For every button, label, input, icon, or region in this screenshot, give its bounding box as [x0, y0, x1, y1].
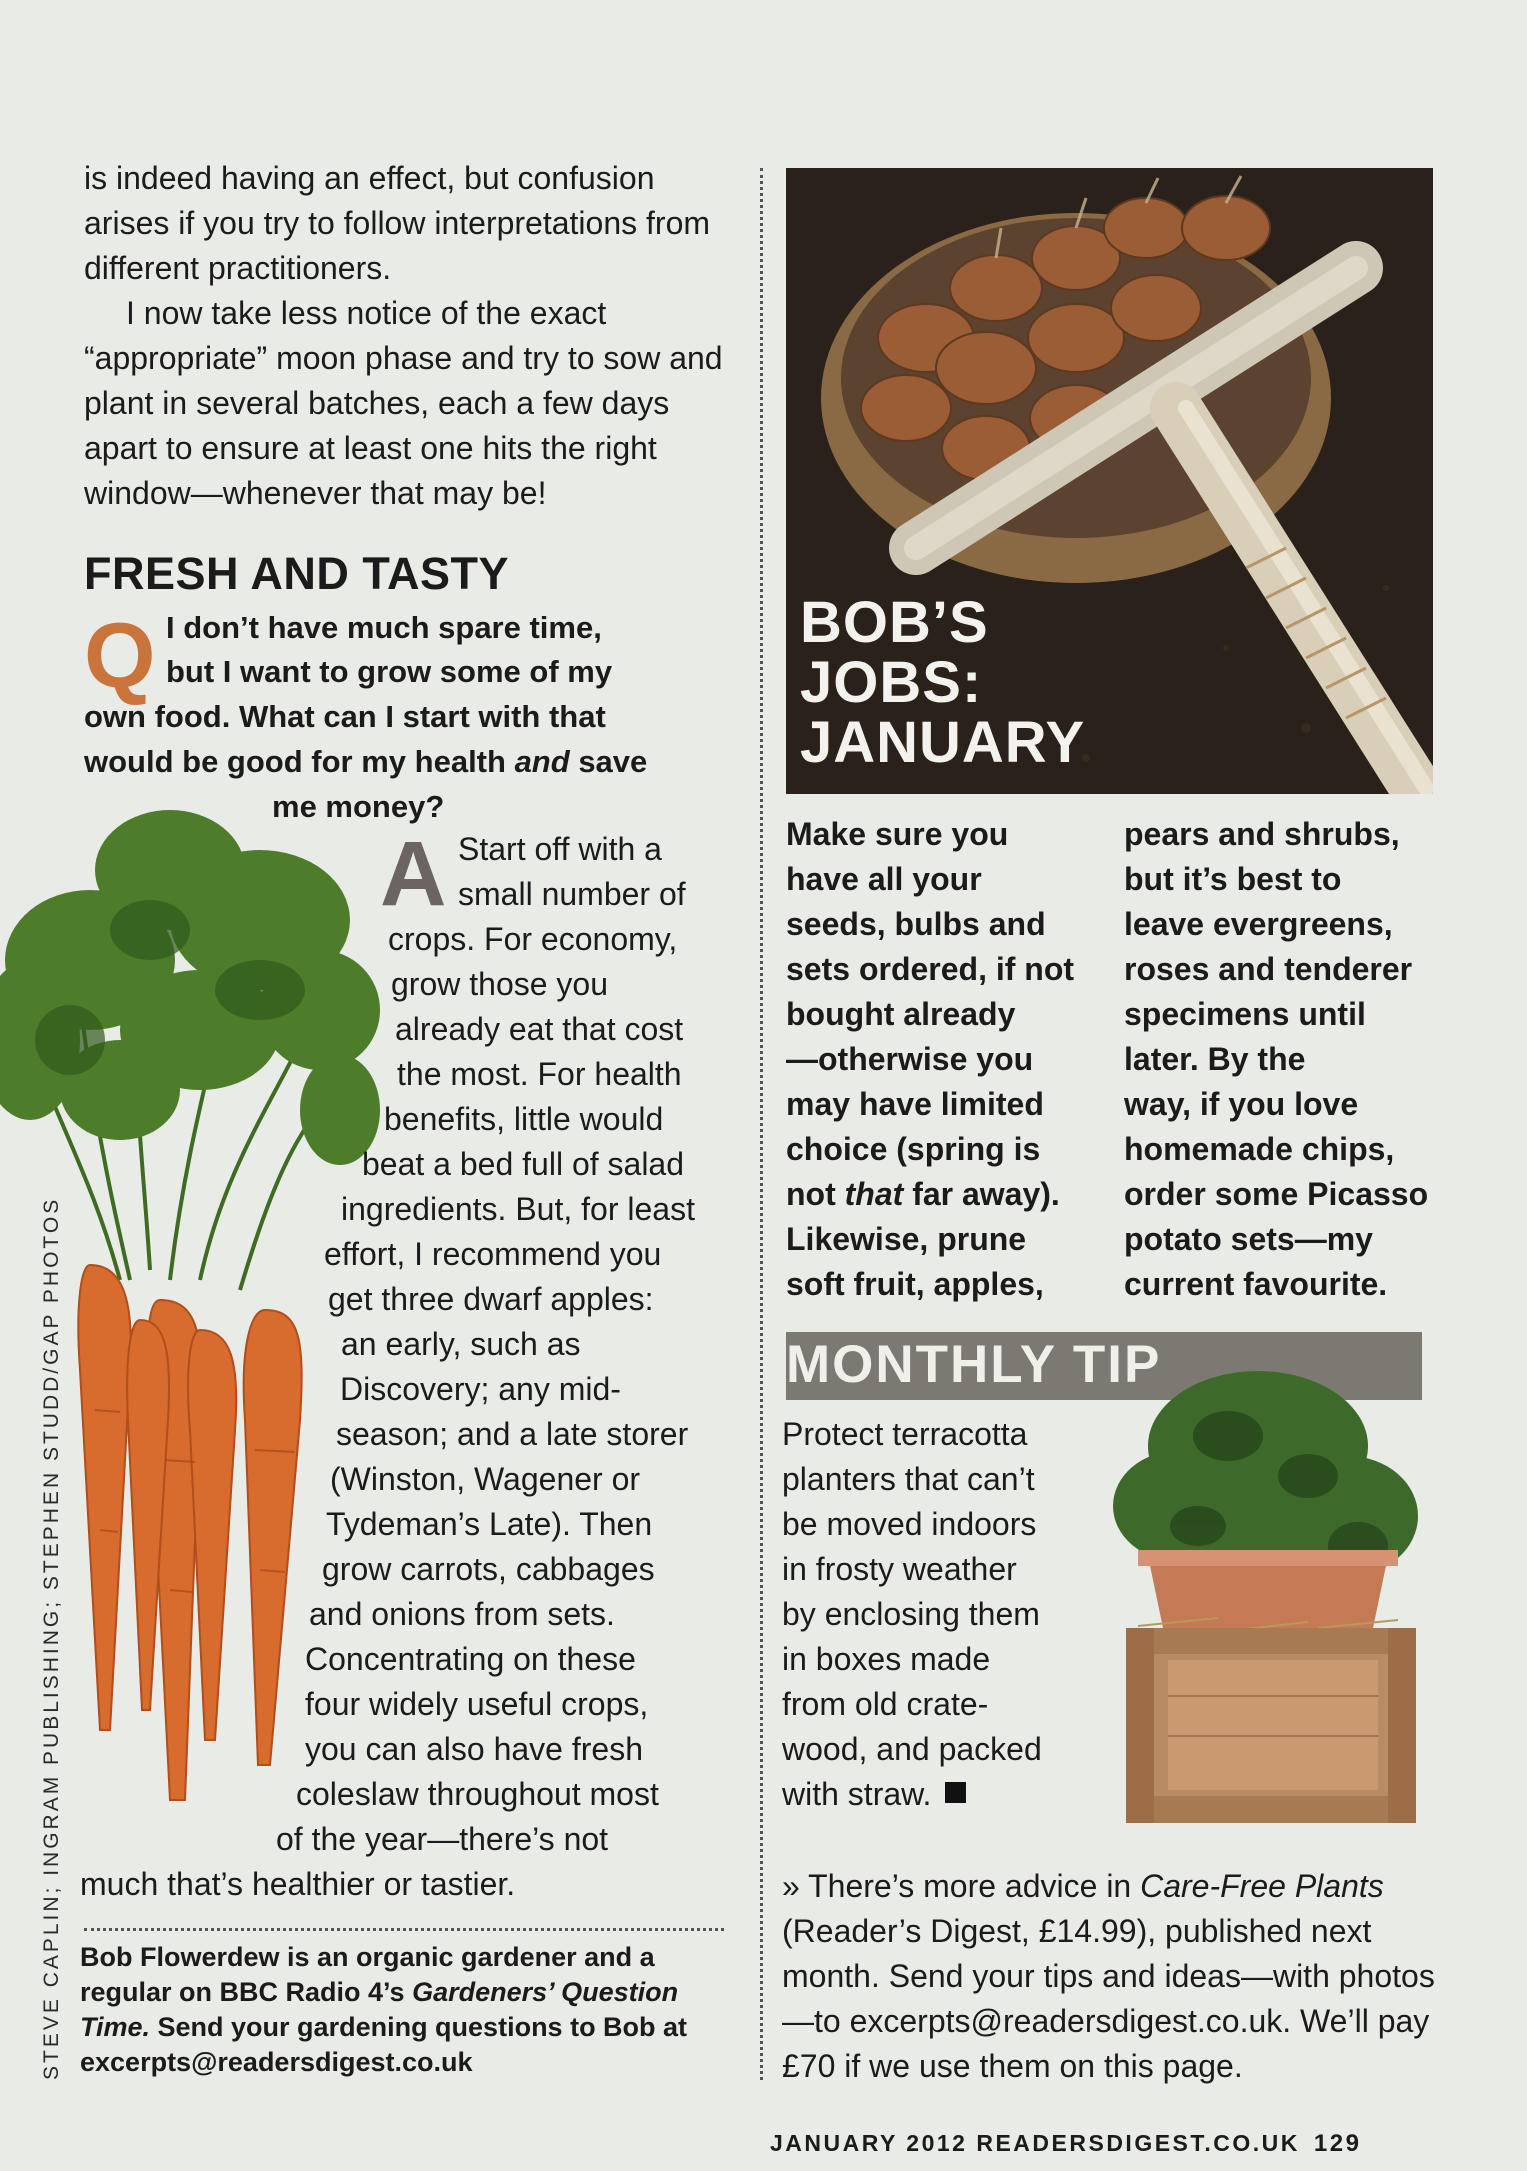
intro-paragraph-1: is indeed having an effect, but confusion arises if you try to follow interpretations from different practitioners.: [84, 160, 711, 286]
question-line: I don’t have much spare time,: [166, 610, 602, 645]
jobs-line: order some Picasso: [1124, 1176, 1429, 1212]
author-bio: Bob Flowerdew is an organic gardener and a regular on BBC Radio 4’s Gardeners’ Question Time. Send your gardening questions to Bob at excerpts@readersdigest.co.uk: [80, 1942, 688, 2077]
monthly-tip-heading: MONTHLY TIP: [786, 1335, 1162, 1394]
answer-line: crops. For economy,: [388, 921, 678, 957]
jobs-line: roses and tenderer: [1124, 951, 1413, 987]
tip-line: Protect terracotta: [782, 1416, 1028, 1452]
answer-line: of the year—there’s not: [276, 1821, 609, 1857]
answer-line: grow those you: [391, 966, 609, 1002]
answer-line: the most. For health: [397, 1056, 682, 1092]
photo-credit: STEVE CAPLIN; INGRAM PUBLISHING; STEPHEN STUDD/GAP PHOTOS: [40, 1196, 63, 2080]
end-mark-icon: [945, 1782, 966, 1803]
question-line: own food. What can I start with that: [84, 699, 606, 734]
jobs-line: homemade chips,: [1124, 1131, 1395, 1167]
tip-line: in boxes made: [782, 1641, 991, 1677]
jobs-line: pears and shrubs,: [1124, 816, 1400, 852]
jobs-line: have all your: [786, 861, 982, 897]
book-title: Care-Free Plants: [1140, 1868, 1384, 1904]
jobs-line: sets ordered, if not: [786, 951, 1075, 987]
answer-line: get three dwarf apples:: [328, 1281, 654, 1317]
jobs-line: may have limited: [786, 1086, 1044, 1122]
answer-line: coleslaw throughout most: [296, 1776, 659, 1812]
tip-line: by enclosing them: [782, 1596, 1040, 1632]
tip-line: in frosty weather: [782, 1551, 1017, 1587]
jobs-line: specimens until: [1124, 996, 1366, 1032]
question-line: me money?: [272, 789, 445, 824]
jobs-line: but it’s best to: [1124, 861, 1342, 897]
jobs-line: seeds, bulbs and: [786, 906, 1046, 942]
jobs-line: later. By the: [1124, 1041, 1306, 1077]
tip-line: planters that can’t: [782, 1461, 1035, 1497]
jobs-line: leave evergreens,: [1124, 906, 1393, 942]
jobs-line: potato sets—my: [1124, 1221, 1373, 1257]
question-line: but I want to grow some of my: [166, 654, 613, 689]
jobs-line: current favourite.: [1124, 1266, 1388, 1302]
planter-photo: [1108, 1356, 1428, 1832]
jobs-line: soft fruit, apples,: [786, 1266, 1044, 1302]
answer-line: (Winston, Wagener or: [330, 1461, 641, 1497]
page-footer: [770, 2130, 1361, 2158]
answer-line: effort, I recommend you: [324, 1236, 662, 1272]
tip-line: be moved indoors: [782, 1506, 1037, 1542]
footer-text: JANUARY 2012 READERSDIGEST.CO.UK: [770, 2130, 1300, 2156]
jobs-line: way, if you love: [1124, 1086, 1359, 1122]
column-divider: [760, 168, 763, 2080]
jobs-line: Make sure you: [786, 816, 1009, 852]
answer-line: an early, such as: [341, 1326, 581, 1362]
answer-line: and onions from sets.: [309, 1596, 615, 1632]
jobs-line: not that far away).: [786, 1176, 1060, 1212]
section-heading: FRESH AND TASTY: [84, 548, 510, 599]
show-title: Gardeners’ Question Time.: [80, 1977, 679, 2042]
answer-line: ingredients. But, for least: [341, 1191, 695, 1227]
answer-line: benefits, little would: [384, 1101, 664, 1137]
jobs-line: bought already: [786, 996, 1016, 1032]
bobs-jobs-heading: BOB’S JOBS: JANUARY: [800, 590, 1086, 775]
answer-line: you can also have fresh: [305, 1731, 643, 1767]
answer-line: Concentrating on these: [305, 1641, 636, 1677]
answer-line: small number of: [458, 876, 686, 912]
answer-line: grow carrots, cabbages: [322, 1551, 655, 1587]
answer-line: Discovery; any mid-: [340, 1371, 621, 1407]
answer-line: Tydeman’s Late). Then: [326, 1506, 653, 1542]
intro-text: [84, 156, 724, 516]
page-number: 129: [1313, 2130, 1362, 2157]
tip-line: wood, and packed: [782, 1731, 1042, 1767]
answer-line: much that’s healthier or tastier.: [80, 1866, 516, 1902]
answer-line: already eat that cost: [395, 1011, 684, 1047]
jobs-emphasis: that: [844, 1176, 904, 1212]
tip-line: from old crate-: [782, 1686, 989, 1722]
answer-line: Start off with a: [458, 831, 662, 867]
tip-line: with straw.: [782, 1772, 966, 1817]
jobs-line: Likewise, prune: [786, 1221, 1027, 1257]
intro-paragraph-2: I now take less notice of the exact “appropriate” moon phase and try to sow and plant in several batches, each a few days apart to ensure at least one hits the right window—whenever that may be!: [84, 295, 723, 511]
question-line: would be good for my health and save: [84, 744, 648, 779]
question-drop-cap: Q: [84, 605, 156, 707]
answer-line: beat a bed full of salad: [362, 1146, 685, 1182]
answer-line: four widely useful crops,: [305, 1686, 649, 1722]
answer-line: season; and a late storer: [336, 1416, 689, 1452]
more-advice-note: » There’s more advice in Care-Free Plants (Reader’s Digest, £14.99), published next month. Send your tips and ideas—with photos—to excerpts@readersdigest.co.uk. We’ll pay £70 if we use them on this page.: [782, 1868, 1435, 2084]
jobs-line: choice (spring is: [786, 1131, 1041, 1167]
bio-divider: [84, 1928, 724, 1931]
answer-drop-cap: A: [380, 823, 447, 925]
question-emphasis: and: [514, 744, 570, 779]
jobs-line: —otherwise you: [786, 1041, 1034, 1077]
